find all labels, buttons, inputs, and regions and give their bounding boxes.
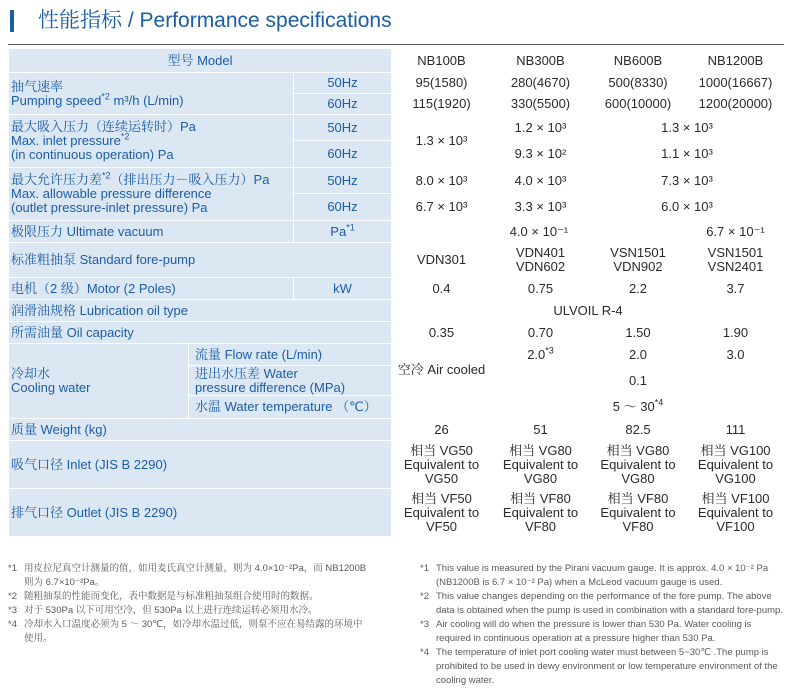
fore-pump-nb1200	[687, 243, 785, 278]
page-title: 性能指标 / Performance specifications	[38, 9, 392, 32]
footnote-item	[420, 562, 785, 590]
diff-rest-50: 7.3 × 10³	[590, 168, 785, 194]
diff-nb100-60: 6.7 × 10³	[392, 194, 492, 221]
pumping-nb600-60: 600(10000)	[590, 94, 687, 115]
inlet-port-nb300-b: Equivalent to	[502, 456, 579, 472]
inlet-pressure-cn: 最大吸入压力（连续运转时）Pa	[11, 119, 196, 134]
outlet-port-nb100-c: VF50	[425, 518, 458, 534]
inlet-port-nb600-a: 相当 VG80	[606, 442, 670, 458]
cooling-water-label	[9, 344, 189, 419]
pressure-diff-cn-a: 最大允许压力差	[11, 172, 103, 187]
footnote-item	[420, 646, 785, 688]
motor-unit: kW	[294, 278, 392, 300]
footnotes-english	[420, 562, 785, 688]
outlet-port-nb300-b: Equivalent to	[502, 504, 579, 520]
inlet-rest-60: 1.1 × 10³	[590, 141, 785, 168]
ultimate-vacuum-row	[9, 221, 785, 243]
inlet-port-nb100-c: VG50	[424, 470, 459, 486]
footnotes-chinese	[8, 562, 368, 646]
footnote-key: *3	[420, 619, 429, 630]
oil-type-row	[9, 300, 785, 322]
water-temp-label: 水温 Water temperature （℃）	[189, 396, 392, 419]
fore-pump-nb300-b: VDN602	[515, 259, 566, 274]
water-temp-mark: *4	[654, 397, 664, 408]
pumping-speed-label	[9, 73, 294, 115]
ultimate-value-b: 6.7 × 10⁻¹	[687, 221, 785, 243]
fore-pump-nb600-b: VDN902	[613, 259, 663, 274]
motor-nb1200: 3.7	[687, 278, 785, 300]
outlet-port-nb300-a: 相当 VF80	[510, 490, 571, 506]
fore-pump-nb1200-b: VSN2401	[707, 259, 764, 274]
pressure-diff-label	[9, 168, 294, 221]
inlet-port-nb300-a: 相当 VG80	[509, 442, 572, 458]
footnote-key: *1	[420, 563, 429, 574]
weight-row	[9, 419, 785, 441]
fore-pump-nb600	[590, 243, 687, 278]
water-temp-text: 5 ～ 30	[612, 399, 655, 414]
fore-pump-nb100: VDN301	[392, 243, 492, 278]
outlet-port-nb100-b: Equivalent to	[403, 504, 480, 520]
diff-nb300-50: 4.0 × 10³	[492, 168, 590, 194]
page-header	[8, 2, 786, 34]
pumping-nb300-50: 280(4670)	[492, 73, 590, 94]
oil-capacity-nb1200: 1.90	[687, 322, 785, 344]
outlet-port-nb600-b: Equivalent to	[600, 504, 676, 520]
footnote-text: 对于 530Pa 以下可用空冷，但 530Pa 以上进行连续运转必须用水冷。	[24, 605, 318, 616]
inlet-port-nb1200	[687, 441, 785, 489]
diff-nb100-50: 8.0 × 10³	[392, 168, 492, 194]
inlet-nb300-50: 1.2 × 10³	[492, 115, 590, 141]
fore-pump-row	[9, 243, 785, 278]
inlet-pressure-row-50	[9, 115, 785, 141]
pressure-diff-en2: (outlet pressure-inlet pressure) Pa	[11, 200, 208, 215]
water-pressure-label	[189, 366, 392, 396]
outlet-port-nb100-a: 相当 VF50	[411, 490, 472, 506]
motor-nb100: 0.4	[392, 278, 492, 300]
inlet-port-nb1200-b: Equivalent to	[697, 456, 774, 472]
model-nb100b: NB100B	[392, 49, 492, 73]
fore-pump-nb300	[492, 243, 590, 278]
footnote-text: The temperature of inlet port cooling water must between 5~30℃ .The pump is prohibited to be used in dewy environment or low temperature environment of the cooling water.	[436, 647, 778, 686]
flow-nb300-value: 2.0	[527, 346, 546, 362]
weight-nb600: 82.5	[590, 419, 687, 441]
fore-pump-nb600-a: VSN1501	[610, 245, 666, 260]
model-nb300b: NB300B	[492, 49, 590, 73]
oil-capacity-label: 所需油量 Oil capacity	[9, 322, 392, 344]
fore-pump-nb1200-a: VSN1501	[707, 245, 764, 260]
oil-capacity-nb300: 0.70	[492, 322, 590, 344]
oil-capacity-nb600: 1.50	[590, 322, 687, 344]
footnote-text: 用皮拉尼真空计测量的值，如用麦氏真空计测量，则为 4.0×10⁻²Pa，而 NB1200B 则为 6.7×10⁻²Pa。	[24, 563, 367, 588]
footnote-text: 冷却水入口温度必须为 5 ～ 30℃，如冷却水温过低，则泵不应在易结露的环境中使用。	[24, 619, 363, 644]
title-accent-bar	[10, 10, 14, 32]
hz-60-label: 60Hz	[294, 194, 392, 221]
inlet-port-nb100-a: 相当 VG50	[410, 442, 473, 458]
pumping-speed-row-50	[9, 73, 785, 94]
flow-nb300	[492, 344, 590, 366]
inlet-port-nb1200-a: 相当 VG100	[700, 442, 771, 458]
inlet-port-nb100	[392, 441, 492, 489]
water-temp-empty	[392, 396, 492, 419]
pumping-speed-cn: 抽气速率	[11, 78, 64, 94]
pumping-speed-mark: *2	[101, 91, 110, 102]
oil-capacity-row	[9, 322, 785, 344]
weight-nb300: 51	[492, 419, 590, 441]
flow-nb300-mark: *3	[545, 345, 554, 356]
cooling-water-cn: 冷却水	[11, 366, 51, 381]
title-rule	[8, 44, 784, 45]
footnote-item	[8, 604, 368, 618]
ultimate-unit-text: Pa	[330, 223, 347, 239]
inlet-port-nb600	[590, 441, 687, 489]
footnote-item	[420, 590, 785, 618]
pumping-nb600-50: 500(8330)	[590, 73, 687, 94]
outlet-port-nb600-c: VF80	[622, 518, 654, 534]
weight-nb100: 26	[392, 419, 492, 441]
footnote-item	[420, 618, 785, 646]
pumping-nb300-60: 330(5500)	[492, 94, 590, 115]
footnote-text: Air cooling will do when the pressure is lower than 530 Pa. Water cooling is required in continuous operation at a pressure higher than 530 Pa.	[436, 619, 752, 644]
motor-row	[9, 278, 785, 300]
inlet-nb300-60: 9.3 × 10²	[492, 141, 590, 168]
outlet-port-nb600-a: 相当 VF80	[607, 490, 669, 506]
outlet-port-nb300	[492, 489, 590, 537]
outlet-port-row	[9, 489, 785, 537]
inlet-port-label: 吸气口径 Inlet (JIS B 2290)	[9, 441, 392, 489]
footnote-key: *2	[420, 591, 429, 602]
inlet-port-nb1200-c: VG100	[715, 470, 756, 486]
outlet-port-nb600	[590, 489, 687, 537]
pressure-diff-en: Max. allowable pressure difference	[11, 186, 212, 201]
outlet-port-nb1200-a: 相当 VF100	[701, 490, 770, 506]
footnote-item	[8, 618, 368, 646]
spec-table	[8, 48, 785, 537]
outlet-port-nb1200	[687, 489, 785, 537]
inlet-pressure-en: Max. inlet pressure	[11, 133, 121, 148]
pumping-nb1200-50: 1000(16667)	[687, 73, 785, 94]
inlet-port-nb600-b: Equivalent to	[600, 456, 676, 472]
fore-pump-nb300-a: VDN401	[515, 245, 566, 260]
fore-pump-label: 标准粗抽泵 Standard fore-pump	[9, 243, 392, 278]
flow-nb1200: 3.0	[687, 344, 785, 366]
pumping-nb1200-60: 1200(20000)	[687, 94, 785, 115]
pumping-nb100-50: 95(1580)	[392, 73, 492, 94]
outlet-port-nb300-c: VF80	[524, 518, 557, 534]
footnote-item	[8, 562, 368, 590]
flow-nb600: 2.0	[590, 344, 687, 366]
pumping-speed-unit: m³/h (L/min)	[109, 92, 184, 108]
pumping-nb100-60: 115(1920)	[392, 94, 492, 115]
motor-nb600: 2.2	[590, 278, 687, 300]
model-nb600b: NB600B	[590, 49, 687, 73]
model-header-row	[9, 49, 785, 73]
inlet-pressure-en2: (in continuous operation) Pa	[11, 147, 174, 162]
ultimate-vacuum-label: 极限压力 Ultimate vacuum	[9, 221, 294, 243]
inlet-port-nb300-c: VG80	[523, 470, 558, 486]
model-nb1200b: NB1200B	[687, 49, 785, 73]
inlet-pressure-label	[9, 115, 294, 168]
water-pressure-a: 进出水压差 Water	[195, 365, 298, 381]
footnote-text: This value changes depending on the performance of the fore pump. The above data is obtained when the pump is used in combination with a standard fore-pump.	[436, 591, 783, 616]
footnote-text: This value is measured by the Pirani vacuum gauge. It is approx. 4.0 × 10⁻² Pa (NB1200B is 6.7 × 10⁻² Pa) when a McLeod vacuum gauge is used.	[436, 563, 769, 588]
inlet-port-row	[9, 441, 785, 489]
pumping-speed-en: Pumping speed	[11, 92, 102, 108]
water-temp-value	[492, 396, 785, 419]
air-cooled-value: 空冷 Air cooled	[392, 344, 492, 396]
inlet-port-nb600-c: VG80	[621, 470, 655, 486]
model-label: 型号 Model	[9, 49, 392, 73]
cooling-flow-row	[9, 344, 785, 366]
inlet-port-nb100-b: Equivalent to	[403, 456, 480, 472]
pressure-diff-mark: *2	[102, 170, 111, 181]
footnote-key: *1	[8, 563, 17, 574]
inlet-nb100: 1.3 × 10³	[392, 115, 492, 168]
footnote-key: *2	[8, 591, 17, 602]
oil-type-label: 润滑油规格 Lubrication oil type	[9, 300, 392, 322]
oil-capacity-nb100: 0.35	[392, 322, 492, 344]
hz-50-label: 50Hz	[294, 115, 392, 141]
cooling-water-en: Cooling water	[11, 380, 91, 395]
ultimate-vacuum-unit	[294, 221, 392, 243]
diff-nb300-60: 3.3 × 10³	[492, 194, 590, 221]
motor-nb300: 0.75	[492, 278, 590, 300]
pressure-diff-row-50	[9, 168, 785, 194]
hz-50-label: 50Hz	[294, 168, 392, 194]
hz-60-label: 60Hz	[294, 94, 392, 115]
inlet-rest-50: 1.3 × 10³	[590, 115, 785, 141]
oil-type-value: ULVOIL R-4	[392, 300, 785, 322]
motor-label: 电机（2 级）Motor (2 Poles)	[9, 278, 294, 300]
ultimate-unit-mark: *1	[346, 222, 355, 233]
footnote-item	[8, 590, 368, 604]
weight-label: 质量 Weight (kg)	[9, 419, 392, 441]
outlet-port-label: 排气口径 Outlet (JIS B 2290)	[9, 489, 392, 537]
weight-nb1200: 111	[687, 419, 785, 441]
footnote-key: *4	[420, 647, 429, 658]
outlet-port-nb1200-b: Equivalent to	[697, 504, 774, 520]
water-pressure-b: pressure difference (MPa)	[195, 379, 346, 395]
water-pressure-value: 0.1	[492, 366, 785, 396]
outlet-port-nb1200-c: VF100	[716, 518, 755, 534]
hz-60-label: 60Hz	[294, 141, 392, 168]
footnote-key: *4	[8, 619, 17, 630]
inlet-port-nb300	[492, 441, 590, 489]
footnote-text: 随粗抽泵的性能而变化，表中数据是与标准粗抽泵组合使用时的数据。	[24, 591, 319, 602]
outlet-port-nb100	[392, 489, 492, 537]
inlet-pressure-mark: *2	[120, 131, 130, 142]
hz-50-label: 50Hz	[294, 73, 392, 94]
pressure-diff-cn-b: （排出压力－吸入压力）Pa	[110, 172, 270, 187]
flow-rate-label: 流量 Flow rate (L/min)	[189, 344, 392, 366]
ultimate-value-a: 4.0 × 10⁻¹	[392, 221, 687, 243]
diff-rest-60: 6.0 × 10³	[590, 194, 785, 221]
footnote-key: *3	[8, 605, 17, 616]
